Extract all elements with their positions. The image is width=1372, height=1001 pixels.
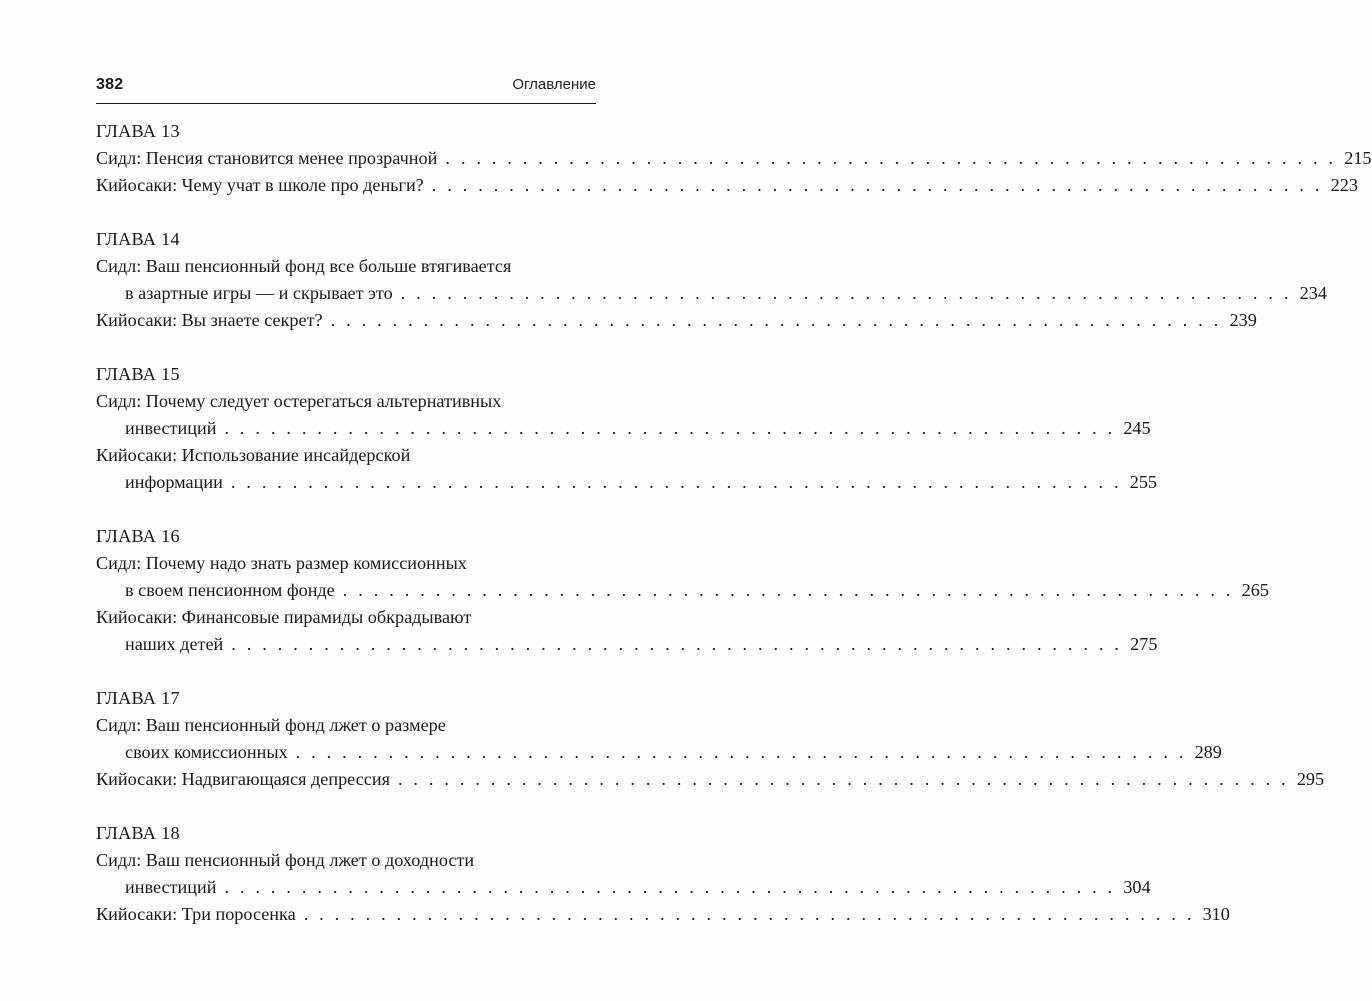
chapter-title: ГЛАВА 13: [96, 121, 180, 141]
chapter-block: [96, 820, 1230, 928]
chapter-title: ГЛАВА 17: [96, 688, 180, 708]
entry-title-text: Сидл: Ваш пенсионный фонд лжет о размере: [96, 715, 446, 735]
entry-title-text: Кийосаки: Вы знаете секрет?: [96, 310, 323, 330]
page-number-ref: 295: [1296, 769, 1325, 789]
page-number-ref: 265: [1241, 580, 1269, 600]
header-rule: [96, 103, 596, 104]
dot-leader: . . . . . . . . . . . . . . . . . . . . . . . . . . . . . . . . . . . . . . . . . . . . . . . . . . . . . . . . . .: [224, 877, 1116, 897]
entry-title-text: Кийосаки: Чему учат в школе про деньги?: [96, 175, 424, 195]
toc-entry[interactable]: [96, 604, 1158, 658]
toc-entry[interactable]: [96, 847, 1151, 901]
entry-title-text: в своем пенсионном фонде: [125, 580, 335, 600]
dot-leader: . . . . . . . . . . . . . . . . . . . . . . . . . . . . . . . . . . . . . . . . . . . . . . . . . . . . . . . . . .: [431, 175, 1323, 195]
toc-entry-line: [96, 712, 596, 739]
toc-entry-line: [96, 847, 596, 874]
entry-title-text: Сидл: Ваш пенсионный фонд все больше втягивается: [96, 256, 512, 276]
toc-entry[interactable]: [96, 172, 1358, 199]
page-number-ref: 215: [1344, 148, 1372, 168]
toc-entry-line-with-page: [96, 415, 1151, 442]
entry-title-text: Сидл: Почему следует остерегаться альтернативных: [96, 391, 502, 411]
entry-title-text: Сидл: Ваш пенсионный фонд лжет о доходности: [96, 850, 475, 870]
toc-entry[interactable]: [96, 901, 1230, 928]
entry-title-text: наших детей: [125, 634, 224, 654]
toc-entry-line-with-page: [96, 739, 1222, 766]
toc-entry-line-with-page: [96, 145, 1372, 172]
page-number-ref: 275: [1130, 634, 1158, 654]
entry-title-text: своих комиссионных: [125, 742, 288, 762]
toc-entry-line-with-page: [96, 469, 1157, 496]
page-number: 382: [96, 76, 124, 93]
toc-entry[interactable]: [96, 253, 1327, 307]
dot-leader: . . . . . . . . . . . . . . . . . . . . . . . . . . . . . . . . . . . . . . . . . . . . . . . . . . . . . . . . . .: [295, 742, 1187, 762]
toc-entry-line: [96, 388, 596, 415]
toc-entry-line: [96, 442, 596, 469]
toc-entry-line-with-page: [96, 901, 1230, 928]
entry-title-text: Сидл: Почему надо знать размер комиссионных: [96, 553, 467, 573]
running-title: Оглавление: [512, 76, 596, 93]
toc-entry-line: [96, 253, 596, 280]
entry-title-text: инвестиций: [125, 418, 217, 438]
page-number-ref: 255: [1129, 472, 1157, 492]
entry-title-text: Сидл: Пенсия становится менее прозрачной: [96, 148, 438, 168]
toc-entry-line-with-page: [96, 577, 1269, 604]
toc-entry-line-with-page: [96, 766, 1325, 793]
entry-title-text: Кийосаки: Использование инсайдерской: [96, 445, 411, 465]
dot-leader: . . . . . . . . . . . . . . . . . . . . . . . . . . . . . . . . . . . . . . . . . . . . . . . . . . . . . . . . . .: [303, 904, 1195, 924]
toc-entry[interactable]: [96, 145, 1372, 172]
page-number-ref: 310: [1202, 904, 1230, 924]
entry-title-text: в азартные игры — и скрывает это: [125, 283, 393, 303]
page-number-ref: 234: [1299, 283, 1327, 303]
page-header: [96, 76, 596, 94]
toc-entry[interactable]: [96, 442, 1157, 496]
chapter-block: [96, 523, 1269, 658]
chapter-title: ГЛАВА 18: [96, 823, 180, 843]
page-number-ref: 304: [1123, 877, 1151, 897]
toc-entry-line: [96, 604, 596, 631]
toc-entry[interactable]: [96, 766, 1325, 793]
toc-entry[interactable]: [96, 307, 1257, 334]
table-of-contents: [96, 118, 1372, 928]
entry-title-text: Кийосаки: Надвигающаяся депрессия: [96, 769, 390, 789]
dot-leader: . . . . . . . . . . . . . . . . . . . . . . . . . . . . . . . . . . . . . . . . . . . . . . . . . . . . . . . . . .: [400, 283, 1292, 303]
entry-title-text: инвестиций: [125, 877, 217, 897]
toc-entry-line-with-page: [96, 874, 1151, 901]
page-number-ref: 289: [1194, 742, 1222, 762]
dot-leader: . . . . . . . . . . . . . . . . . . . . . . . . . . . . . . . . . . . . . . . . . . . . . . . . . . . . . . . . . .: [445, 148, 1337, 168]
chapter-block: [96, 361, 1157, 496]
chapter-block: [96, 685, 1325, 793]
dot-leader: . . . . . . . . . . . . . . . . . . . . . . . . . . . . . . . . . . . . . . . . . . . . . . . . . . . . . . . . . .: [330, 310, 1222, 330]
chapter-block: [96, 118, 1372, 199]
dot-leader: . . . . . . . . . . . . . . . . . . . . . . . . . . . . . . . . . . . . . . . . . . . . . . . . . . . . . . . . . .: [224, 418, 1116, 438]
chapter-title: ГЛАВА 15: [96, 364, 180, 384]
toc-entry-line-with-page: [96, 280, 1327, 307]
chapter-block: [96, 226, 1327, 334]
entry-title-text: Кийосаки: Финансовые пирамиды обкрадывают: [96, 607, 472, 627]
toc-entry[interactable]: [96, 712, 1222, 766]
toc-entry-line-with-page: [96, 307, 1257, 334]
toc-entry-line-with-page: [96, 631, 1158, 658]
page-number-ref: 239: [1229, 310, 1257, 330]
entry-title-text: информации: [125, 472, 223, 492]
dot-leader: . . . . . . . . . . . . . . . . . . . . . . . . . . . . . . . . . . . . . . . . . . . . . . . . . . . . . . . . . .: [342, 580, 1234, 600]
entry-title-text: Кийосаки: Три поросенка: [96, 904, 296, 924]
dot-leader: . . . . . . . . . . . . . . . . . . . . . . . . . . . . . . . . . . . . . . . . . . . . . . . . . . . . . . . . . .: [230, 472, 1122, 492]
page-number-ref: 245: [1123, 418, 1151, 438]
toc-entry[interactable]: [96, 388, 1151, 442]
dot-leader: . . . . . . . . . . . . . . . . . . . . . . . . . . . . . . . . . . . . . . . . . . . . . . . . . . . . . . . . . .: [231, 634, 1123, 654]
toc-entry[interactable]: [96, 550, 1269, 604]
chapter-title: ГЛАВА 16: [96, 526, 180, 546]
chapter-title: ГЛАВА 14: [96, 229, 180, 249]
dot-leader: . . . . . . . . . . . . . . . . . . . . . . . . . . . . . . . . . . . . . . . . . . . . . . . . . . . . . . . . . .: [397, 769, 1289, 789]
page-number-ref: 223: [1330, 175, 1358, 195]
toc-entry-line-with-page: [96, 172, 1358, 199]
toc-entry-line: [96, 550, 596, 577]
